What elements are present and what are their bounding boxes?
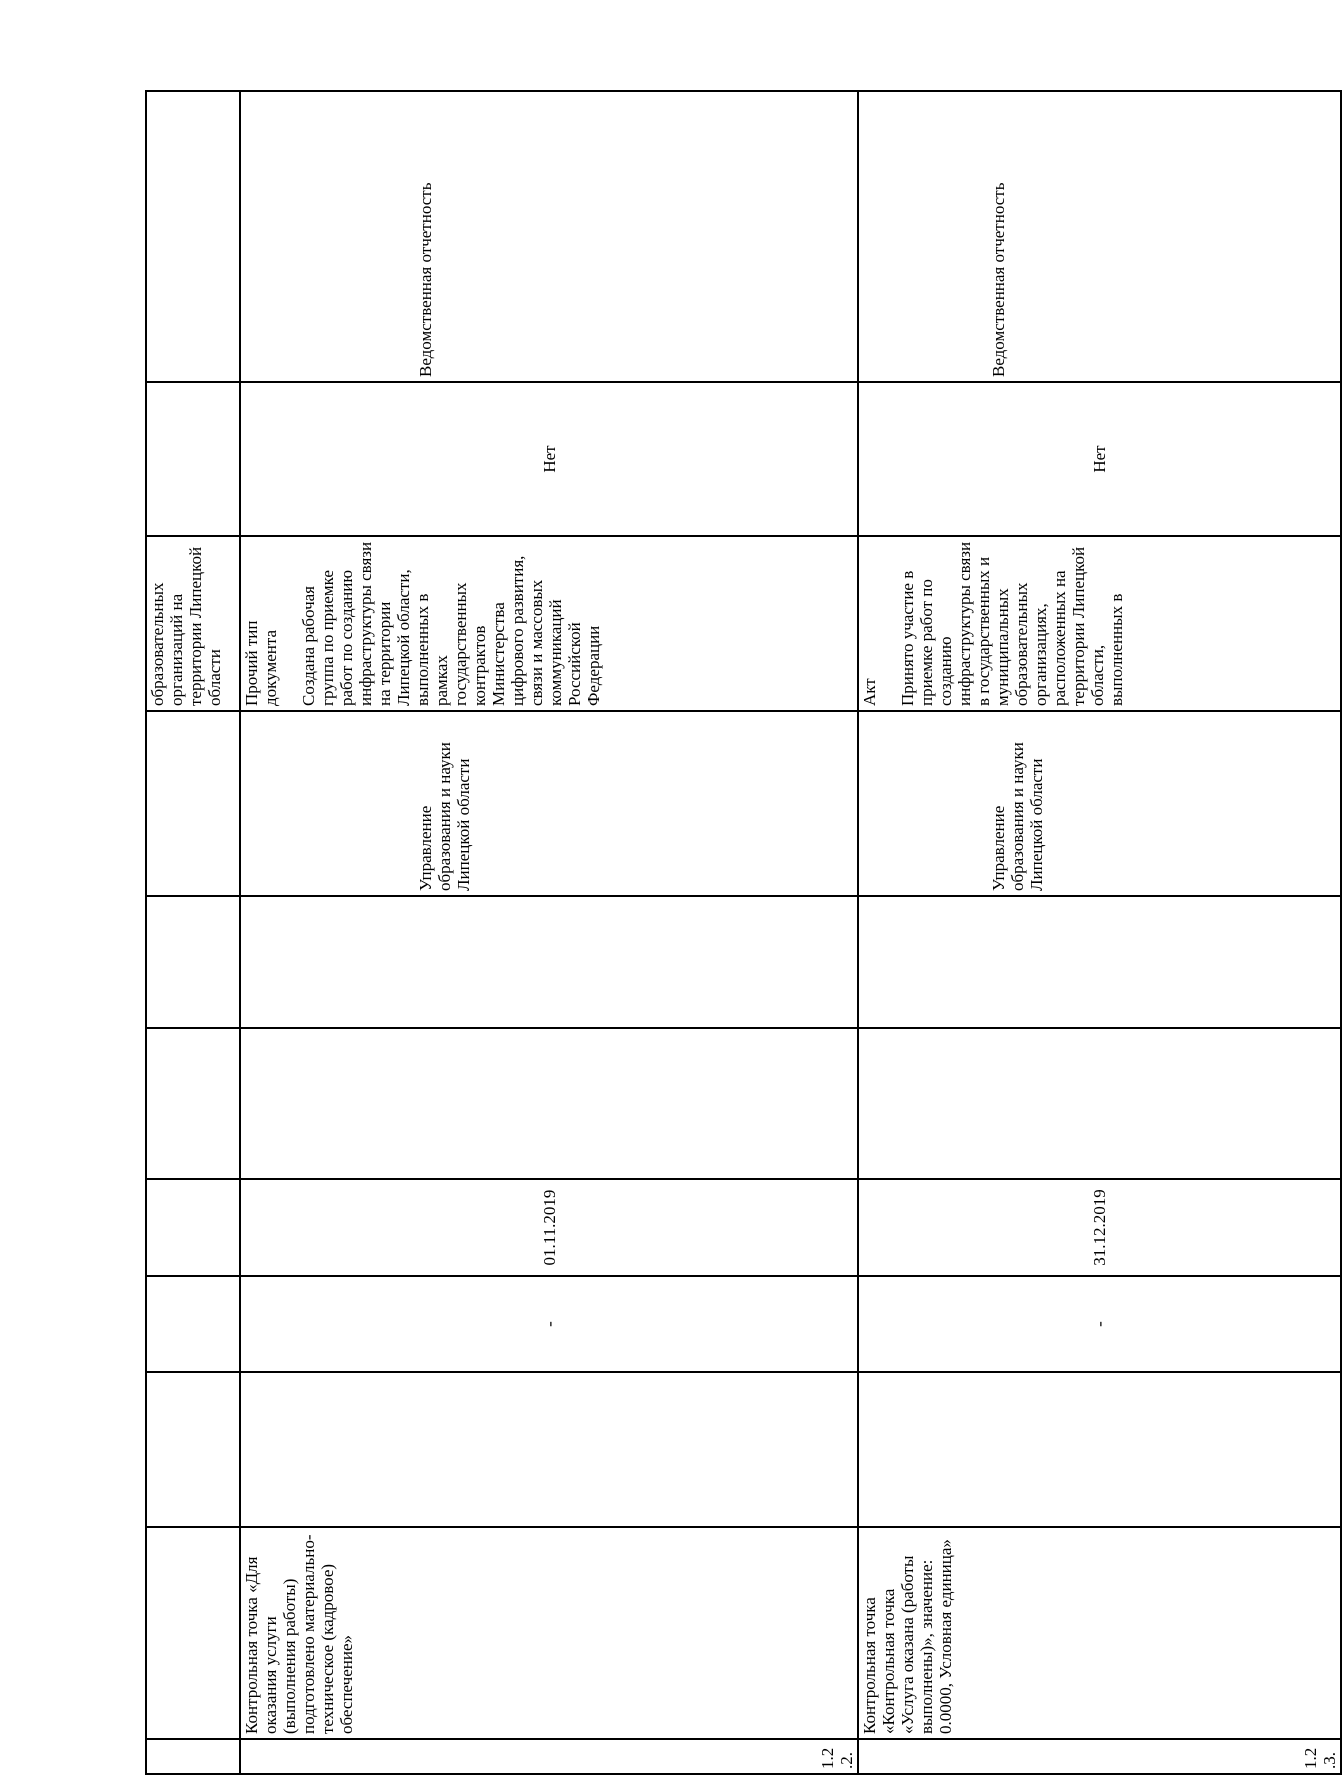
- cell-source: Ведомственная отчетность: [858, 91, 1341, 382]
- doc-type: Прочий тип документа: [242, 620, 280, 706]
- rotated-page: [145, 92, 1339, 1775]
- doc-type: Акт: [860, 678, 879, 706]
- cell-document: [858, 536, 1341, 711]
- row-number: 1.2.2.: [818, 1747, 856, 1769]
- cell-col3: [146, 1372, 240, 1527]
- cell-source: [146, 91, 240, 382]
- cell-flag: Нет: [858, 382, 1341, 536]
- table-row: [146, 91, 240, 1774]
- doc-text: Создана рабочая группа по приемке работ по созданию инфраструктуры связи на территории Липецкой области, выполненных в рамках государственных контрактов Министерства цифрового развития, связи и массовых коммуникаций Российской Федерации: [299, 541, 603, 706]
- table-row: [858, 91, 1341, 1774]
- cell-num: [858, 1739, 1341, 1774]
- cell-col3: [240, 1372, 858, 1527]
- cell-date: [146, 1179, 240, 1276]
- cell-name: Контрольная точка «Контрольная точка «Услуга оказана (работы выполнены)», значение: 0.0000, Условная единица»: [858, 1527, 1341, 1739]
- doc-text: образовательных организаций на территории Липецкой области: [148, 546, 224, 706]
- cell-source: Ведомственная отчетность: [240, 91, 858, 382]
- table-row: [240, 91, 858, 1774]
- cell-col6: [858, 1028, 1341, 1179]
- cell-dash: [146, 1276, 240, 1372]
- cell-responsible: Управление образования и науки Липецкой области: [858, 711, 1341, 896]
- cell-col7: [858, 896, 1341, 1028]
- cell-dash: -: [240, 1276, 858, 1372]
- cell-responsible: [146, 711, 240, 896]
- doc-text: Принято участие в приемке работ по созданию инфраструктуры связи в государственных и муниципальных образовательных организациях, расположенных на территории Липецкой области, выполненных в: [898, 541, 1126, 706]
- cell-num: [240, 1739, 858, 1774]
- cell-date: 31.12.2019: [858, 1179, 1341, 1276]
- cell-name: Контрольная точка «Для оказания услуги (выполнения работы) подготовлено материально-техническое (кадровое) обеспечение»: [240, 1527, 858, 1739]
- cell-name: [146, 1527, 240, 1739]
- row-number: 1.2.3.: [1301, 1747, 1339, 1769]
- cell-flag: [146, 382, 240, 536]
- cell-date: 01.11.2019: [240, 1179, 858, 1276]
- control-points-table: [145, 90, 1342, 1775]
- cell-responsible: Управление образования и науки Липецкой области: [240, 711, 858, 896]
- cell-flag: Нет: [240, 382, 858, 536]
- cell-document: [146, 536, 240, 711]
- cell-col6: [146, 1028, 240, 1179]
- cell-col7: [240, 896, 858, 1028]
- cell-col3: [858, 1372, 1341, 1527]
- cell-num: [146, 1739, 240, 1774]
- cell-col6: [240, 1028, 858, 1179]
- cell-col7: [146, 896, 240, 1028]
- cell-dash: -: [858, 1276, 1341, 1372]
- cell-document: [240, 536, 858, 711]
